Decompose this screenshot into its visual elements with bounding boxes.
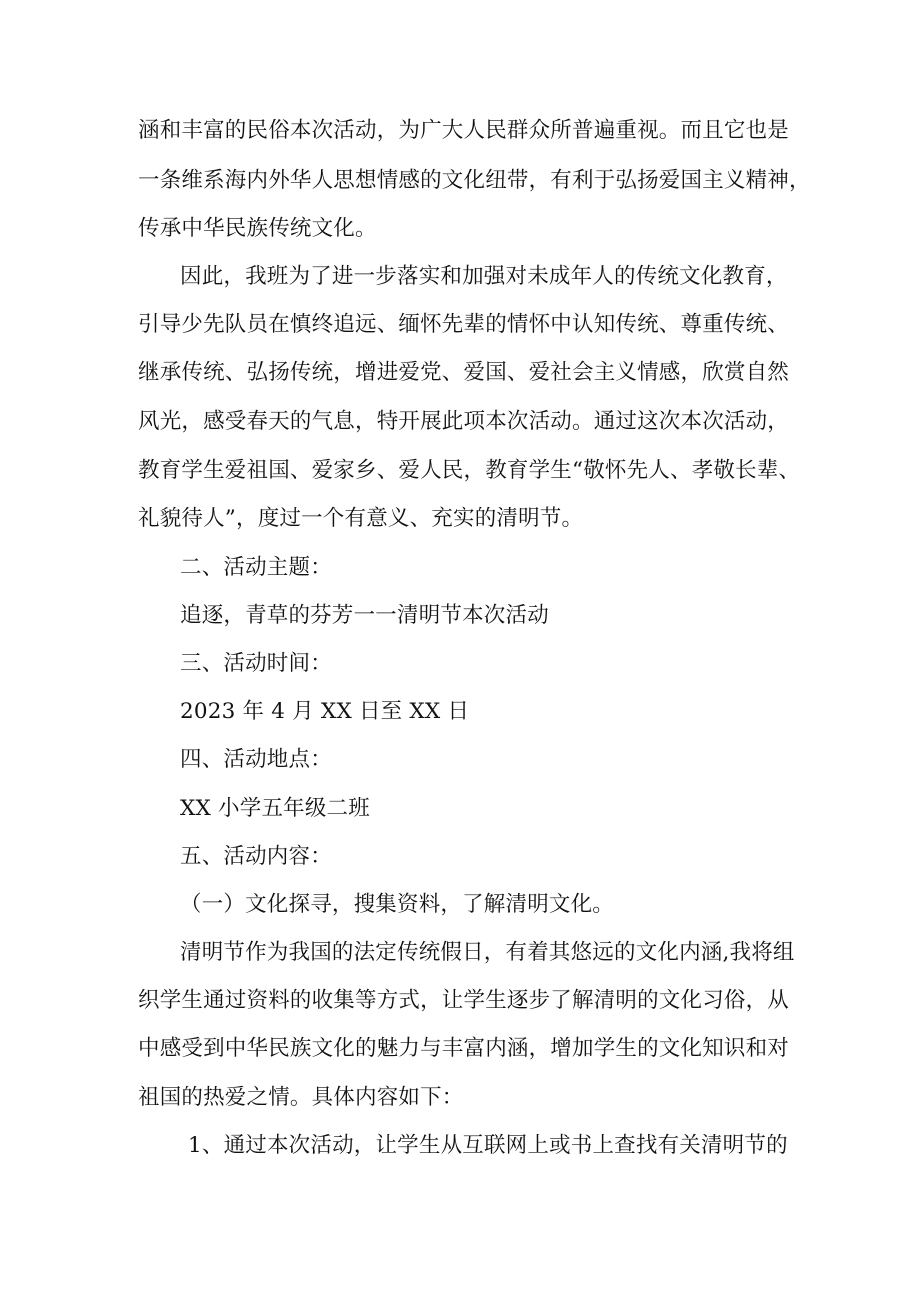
paragraph-line: 因此，我班为了进一步落实和加强对未成年人的传统文化教育， [180, 264, 788, 289]
subsection-heading: （一）文化探寻，搜集资料，了解清明文化。 [180, 892, 615, 917]
paragraph-line: 传承中华民族传统文化。 [138, 216, 377, 241]
paragraph-line: 织学生通过资料的收集等方式，让学生逐步了解清明的文化习俗，从 [138, 988, 790, 1013]
paragraph-line: 涵和丰富的民俗本次活动，为广大人民群众所普遍重视。而且它也是 [138, 118, 790, 143]
paragraph-line: 祖国的热爱之情。具体内容如下： [138, 1085, 464, 1110]
paragraph-line: 一条维系海内外华人思想情感的文化纽带，有利于弘扬爱国主义精神， [138, 168, 811, 193]
paragraph-line: 继承传统、弘扬传统，增进爱党、爱国、爱社会主义情感，欣赏自然 [138, 360, 790, 385]
location-text: XX 小学五年级二班 [180, 796, 370, 821]
list-item: 1、通过本次活动，让学生从互联网上或书上查找有关清明节的 [188, 1133, 788, 1158]
paragraph-line: 教育学生爱祖国、爱家乡、爱人民，教育学生“敬怀先人、孝敬长辈、 [138, 458, 801, 483]
paragraph-line: 风光，感受春天的气息，特开展此项本次活动。通过这次本次活动， [138, 409, 790, 434]
section-heading-theme: 二、活动主题： [180, 555, 332, 580]
paragraph-line: 中感受到中华民族文化的魅力与丰富内涵，增加学生的文化知识和对 [138, 1036, 790, 1061]
section-heading-content: 五、活动内容： [180, 844, 332, 869]
section-heading-time: 三、活动时间： [180, 651, 332, 676]
section-heading-location: 四、活动地点： [180, 747, 332, 772]
time-text: 2023 年 4 月 XX 日至 XX 日 [180, 699, 470, 724]
paragraph-line: 清明节作为我国的法定传统假日，有着其悠远的文化内涵,我将组 [180, 940, 795, 965]
paragraph-line: 礼貌待人”，度过一个有意义、充实的清明节。 [138, 506, 584, 531]
theme-text: 追逐，青草的芬芳一一清明节本次活动 [180, 603, 549, 628]
paragraph-line: 引导少先队员在慎终追远、缅怀先辈的情怀中认知传统、尊重传统、 [138, 312, 790, 337]
